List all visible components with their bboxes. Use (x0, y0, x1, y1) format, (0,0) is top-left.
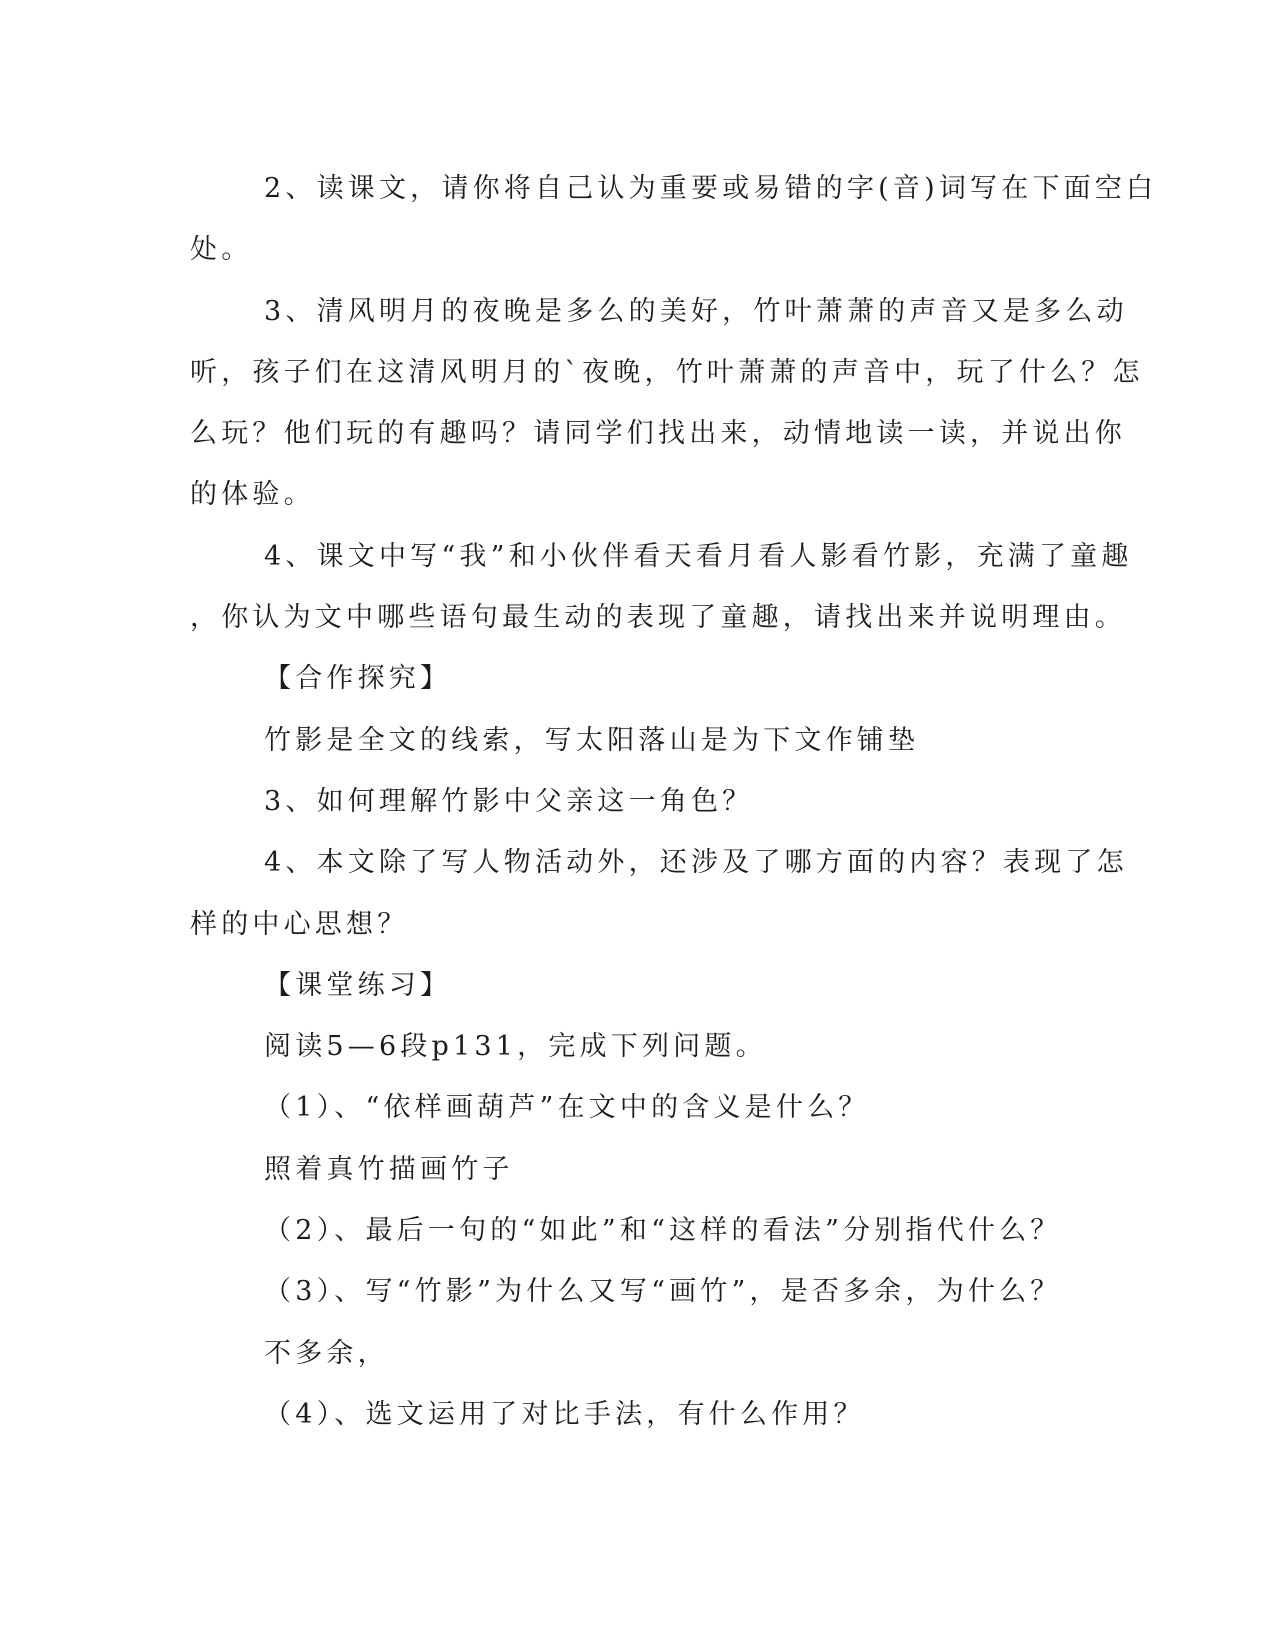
text-line: 的体验。 (190, 479, 315, 511)
text-line: 4、课文中写“我”和小伙伴看天看月看人影看竹影，充满了童趣 (264, 540, 1133, 572)
text-line: 3、清风明月的夜晚是多么的美好，竹叶萧萧的声音又是多么动 (264, 295, 1128, 327)
text-line: 听，孩子们在这清风明月的`夜晚，竹叶萧萧的声音中，玩了什么？怎 (190, 356, 1144, 388)
text-line: ，你认为文中哪些语句最生动的表现了童趣，请找出来并说明理由。 (190, 602, 1126, 634)
question-line: （1）、“依样画葫芦”在文中的含义是什么？ (264, 1092, 870, 1124)
document-body (190, 158, 1158, 1445)
text-line: 阅读5—6段p131，完成下列问题。 (264, 1031, 767, 1063)
question-line: （4）、选文运用了对比手法，有什么作用？ (264, 1398, 865, 1430)
answer-line: 不多余， (264, 1337, 389, 1369)
section-heading: 【课堂练习】 (264, 969, 452, 1001)
text-line: 竹影是全文的线索，写太阳落山是为下文作铺垫 (264, 724, 920, 756)
question-line: （2）、最后一句的“如此”和“这样的看法”分别指代什么？ (264, 1215, 1062, 1247)
text-line: 3、如何理解竹影中父亲这一角色？ (264, 785, 754, 817)
text-line: 样的中心思想？ (190, 908, 409, 940)
question-line: （3）、写“竹影”为什么又写“画竹”，是否多余，为什么？ (264, 1276, 1062, 1308)
text-line: 2、读课文，请你将自己认为重要或易错的字(音)词写在下面空白 (264, 173, 1158, 204)
text-line: 处。 (190, 234, 253, 266)
answer-line: 照着真竹描画竹子 (264, 1153, 514, 1185)
text-line: 么玩？他们玩的有趣吗？请同学们找出来，动情地读一读，并说出你 (190, 418, 1126, 450)
section-heading: 【合作探究】 (264, 663, 452, 695)
text-line: 4、本文除了写人物活动外，还涉及了哪方面的内容？表现了怎 (264, 847, 1128, 879)
